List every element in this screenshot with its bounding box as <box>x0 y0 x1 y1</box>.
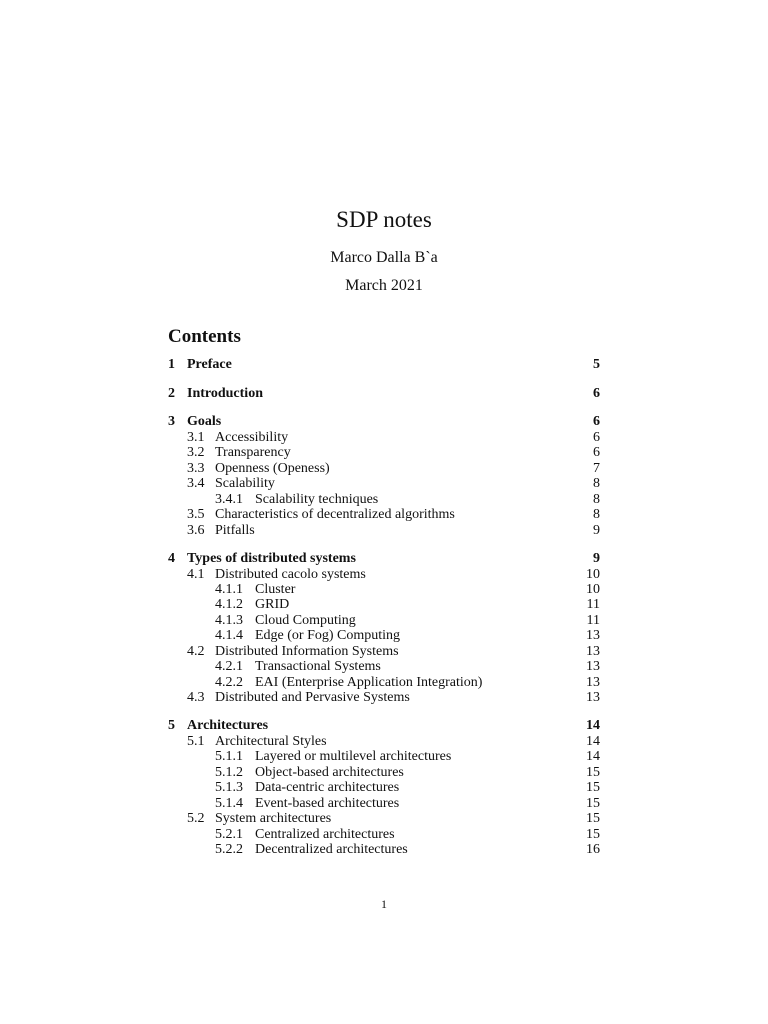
toc-section[interactable] <box>168 718 600 734</box>
toc-entry-label: Types of distributed systems <box>187 550 356 566</box>
toc-subsection[interactable] <box>168 567 600 582</box>
toc-entry-number: 2 <box>168 385 175 401</box>
toc-entry-number: 4.1.4 <box>215 628 243 644</box>
toc-section[interactable] <box>168 386 600 402</box>
toc-entry-page: 9 <box>593 550 600 566</box>
toc-subsection[interactable] <box>168 445 600 460</box>
toc-entry-label: Accessibility <box>215 430 289 445</box>
toc-entry-page: 15 <box>586 764 600 780</box>
toc-entry-label: Centralized architectures <box>255 826 395 842</box>
toc-subsubsection[interactable] <box>168 613 600 628</box>
toc-subsubsection[interactable] <box>168 597 600 612</box>
toc-subsubsection[interactable] <box>168 582 600 597</box>
toc-entry-label: Goals <box>187 414 222 429</box>
toc-entry-number: 5 <box>168 718 175 733</box>
toc-entry-number: 3.3 <box>187 460 205 476</box>
toc-subsection[interactable] <box>168 644 600 659</box>
document-author: Marco Dalla B`a <box>330 249 438 266</box>
toc-subsubsection[interactable] <box>168 780 600 795</box>
toc-section[interactable] <box>168 414 600 430</box>
toc-entry-number: 5.2.1 <box>215 826 243 842</box>
toc-subsubsection[interactable] <box>168 492 600 507</box>
toc-entry-label: Scalability techniques <box>255 491 379 507</box>
toc-entry-page: 13 <box>586 674 600 690</box>
toc-subsection[interactable] <box>168 523 600 538</box>
toc-entry-label: Introduction <box>187 385 263 401</box>
toc-subsection[interactable] <box>168 507 600 522</box>
toc-entry-label: Architectures <box>187 718 269 733</box>
contents-heading: Contents <box>168 326 241 347</box>
toc-entry-number: 5.1.2 <box>215 764 243 780</box>
toc-entry-number: 4.3 <box>187 690 205 706</box>
toc-entry-number: 4.1.1 <box>215 582 243 597</box>
toc-entry-page: 13 <box>586 659 600 675</box>
toc-section[interactable] <box>168 551 600 567</box>
toc-entry-page: 10 <box>586 582 600 597</box>
toc-entry-page: 13 <box>586 690 600 706</box>
toc-entry-page: 10 <box>586 566 600 582</box>
toc-entry-number: 4.2.2 <box>215 674 243 690</box>
toc-entry-label: Pitfalls <box>215 522 255 538</box>
toc-entry-number: 4 <box>168 550 175 566</box>
toc-subsubsection[interactable] <box>168 659 600 674</box>
toc-entry-number: 5.1 <box>187 734 205 749</box>
toc-entry-label: Cloud Computing <box>255 612 356 628</box>
toc-entry-page: 9 <box>593 522 600 538</box>
toc-entry-label: Architectural Styles <box>215 734 327 749</box>
toc-subsubsection[interactable] <box>168 749 600 764</box>
toc-entry-number: 1 <box>168 357 175 372</box>
toc-entry-label: EAI (Enterprise Application Integration) <box>255 674 483 690</box>
toc-subsubsection[interactable] <box>168 765 600 780</box>
toc-entry-page: 13 <box>586 643 600 659</box>
toc-subsubsection[interactable] <box>168 842 600 857</box>
toc-entry-number: 4.2.1 <box>215 659 243 675</box>
toc-entry-label: GRID <box>255 597 290 613</box>
toc-subsubsection[interactable] <box>168 827 600 842</box>
toc-entry-page: 15 <box>586 795 600 811</box>
toc-entry-page: 8 <box>593 476 600 492</box>
toc-entry-label: Decentralized architectures <box>255 842 408 858</box>
toc-entry-page: 13 <box>586 628 600 644</box>
toc-entry-page: 14 <box>586 734 600 749</box>
toc-entry-label: Transactional Systems <box>255 659 381 675</box>
page-number: 1 <box>381 897 387 911</box>
toc-entry-label: Object-based architectures <box>255 764 404 780</box>
toc-entry-page: 6 <box>593 430 600 445</box>
document-title: SDP notes <box>336 207 432 232</box>
toc-entry-number: 4.1.3 <box>215 612 243 628</box>
toc-subsubsection[interactable] <box>168 628 600 643</box>
toc-entry-page: 15 <box>586 811 600 827</box>
toc-entry-page: 15 <box>586 826 600 842</box>
toc-entry-label: Distributed cacolo systems <box>215 566 366 582</box>
toc-entry-page: 14 <box>586 718 600 733</box>
toc-entry-page: 7 <box>593 460 600 476</box>
toc-entry-number: 3 <box>168 414 175 429</box>
toc-entry-label: Characteristics of decentralized algorithms <box>215 507 455 523</box>
toc-entry-label: Edge (or Fog) Computing <box>255 628 401 644</box>
toc-entry-label: System architectures <box>215 811 332 827</box>
toc-entry-label: Data-centric architectures <box>255 780 400 796</box>
toc-entry-label: Event-based architectures <box>255 795 400 811</box>
toc-entry-number: 3.2 <box>187 445 205 461</box>
toc-subsection[interactable] <box>168 430 600 445</box>
toc-entry-page: 6 <box>593 445 600 461</box>
toc-entry-label: Cluster <box>255 582 296 597</box>
toc-entry-page: 15 <box>586 780 600 796</box>
toc-entry-page: 6 <box>593 414 600 429</box>
toc-subsection[interactable] <box>168 476 600 491</box>
toc-entry-page: 8 <box>593 507 600 523</box>
toc-entry-label: Distributed and Pervasive Systems <box>215 690 410 706</box>
toc-entry-page: 11 <box>586 597 600 613</box>
toc-entry-label: Layered or multilevel architectures <box>255 749 452 765</box>
toc-section[interactable] <box>168 357 600 373</box>
toc-entry-number: 3.4 <box>187 476 205 492</box>
toc-entry-label: Distributed Information Systems <box>215 643 399 659</box>
toc-entry-label: Preface <box>187 357 232 372</box>
toc-subsection[interactable] <box>168 461 600 476</box>
toc-entry-number: 5.1.1 <box>215 749 243 765</box>
toc-entry-number: 4.2 <box>187 643 205 659</box>
document-date: March 2021 <box>345 277 423 294</box>
toc-entry-number: 3.6 <box>187 522 205 538</box>
toc-subsection[interactable] <box>168 811 600 826</box>
toc-entry-label: Transparency <box>215 445 291 461</box>
toc-entry-number: 5.1.3 <box>215 780 243 796</box>
toc-entry-number: 5.1.4 <box>215 795 243 811</box>
toc-subsection[interactable] <box>168 690 600 705</box>
toc-entry-number: 4.1.2 <box>215 597 243 613</box>
toc-entry-number: 4.1 <box>187 566 205 582</box>
toc-entry-page: 14 <box>586 749 600 765</box>
toc-entry-number: 5.2 <box>187 811 205 827</box>
toc-entry-number: 3.5 <box>187 507 205 523</box>
toc-subsubsection[interactable] <box>168 796 600 811</box>
toc-entry-page: 8 <box>593 491 600 507</box>
toc-entry-page: 5 <box>593 357 600 372</box>
toc-entry-number: 3.1 <box>187 430 205 445</box>
toc-entry-page: 6 <box>593 385 600 401</box>
toc-entry-page: 16 <box>586 842 600 858</box>
toc-entry-number: 3.4.1 <box>215 491 243 507</box>
toc-entry-label: Openness (Openess) <box>215 460 330 476</box>
toc-entry-number: 5.2.2 <box>215 842 243 858</box>
toc-subsection[interactable] <box>168 734 600 749</box>
toc-entry-page: 11 <box>586 612 600 628</box>
toc-entry-label: Scalability <box>215 476 275 492</box>
toc-subsubsection[interactable] <box>168 675 600 690</box>
table-of-contents <box>168 357 600 858</box>
